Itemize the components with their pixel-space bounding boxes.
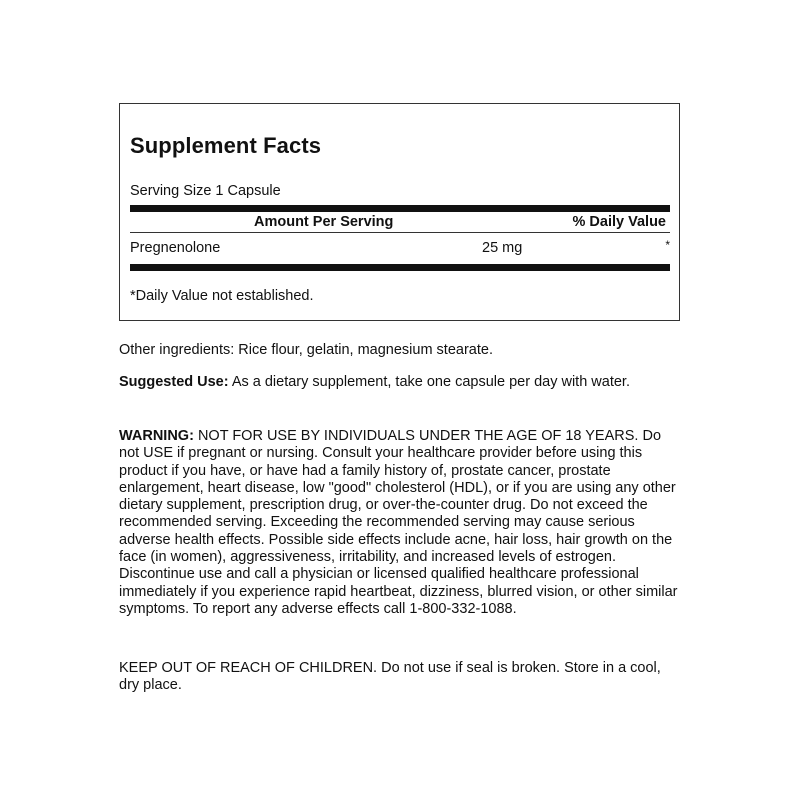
thick-divider-top (130, 205, 670, 212)
nutrient-name: Pregnenolone (130, 240, 221, 256)
suggested-use-text: As a dietary supplement, take one capsule per day with water. (228, 374, 630, 390)
warning (119, 428, 684, 618)
amount-per-serving-header: Amount Per Serving (254, 214, 394, 230)
storage-instructions: KEEP OUT OF REACH OF CHILDREN. Do not use if seal is broken. Store in a cool, dry place. (119, 660, 661, 694)
suggested-use-label: Suggested Use: (119, 374, 229, 390)
warning-text: NOT FOR USE BY INDIVIDUALS UNDER THE AGE OF 18 YEARS. Do not USE if pregnant or nursing. Consult your healthcare provider before using this product if you have, or have had a family history of, prostate cancer, prostate enlargement, heart disease, low "good" cholesterol (HDL), or if you are using any other dietary supplement, prescription drug, or over-the-counter drug. Do not exceed the recommended serving. Exceeding the recommended serving may cause serious adverse health effects. Possible side effects include acne, hair loss, hair growth on the face (in women), aggressiveness, irritability, and increased levels of estrogen. Discontinue use and call a physician or licensed qualified healthcare professional immediately if you experience rapid heartbeat, dizziness, blurred vision, or other similar symptoms. To report any adverse effects call 1-800-332-1088. (119, 428, 678, 617)
other-ingredients: Other ingredients: Rice flour, gelatin, magnesium stearate. (119, 342, 493, 358)
nutrient-amount: 25 mg (482, 240, 523, 256)
daily-value-footnote: *Daily Value not established. (130, 288, 314, 304)
daily-value-header: % Daily Value (572, 214, 666, 230)
supplement-facts-panel (119, 103, 680, 321)
serving-size: Serving Size 1 Capsule (130, 183, 281, 199)
suggested-use (119, 374, 684, 391)
thin-divider (130, 232, 670, 233)
nutrient-daily-value: * (665, 238, 670, 252)
supplement-facts-title: Supplement Facts (130, 133, 322, 158)
warning-label: WARNING: (119, 428, 194, 444)
thick-divider-bottom (130, 264, 670, 271)
